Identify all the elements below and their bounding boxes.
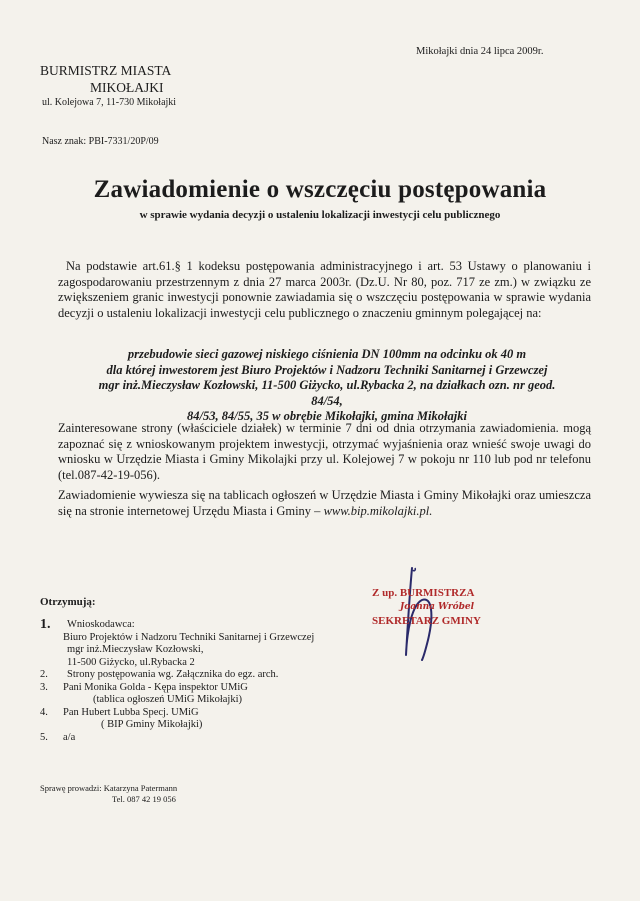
- issuer-line1: BURMISTRZ MIASTA: [40, 63, 172, 78]
- list-item: [40, 707, 380, 732]
- item-line: Pan Hubert Lubba Specj. UMiG: [63, 706, 199, 718]
- list-item: [40, 669, 380, 682]
- investment-line: dla której inwestorem jest Biuro Projektów i Nadzoru Techniki Sanitarnej i Grzewczej: [106, 362, 548, 377]
- issuer-name: [40, 62, 171, 96]
- document-subtitle: w sprawie wydania decyzji o ustaleniu lokalizacji inwestycji celu publicznego: [139, 209, 501, 221]
- prepared-by-name: Sprawę prowadzi: Katarzyna Patermann: [40, 783, 178, 793]
- investment-line: przebudowie sieci gazowej niskiego ciśnienia DN 100mm na odcinku ok 40 m: [127, 347, 527, 361]
- list-item: [40, 682, 380, 707]
- item-line: (tablica ogłoszeń UMiG Mikołajki): [93, 694, 243, 705]
- stamp-line3: SEKRETARZ GMINY: [372, 615, 481, 627]
- paragraph-interested-parties: Zainteresowane strony (właściciele działek) w terminie 7 dni od dnia otrzymania zawiadomienia. mogą zapoznać się z wnioskowanym projektem inwestycji, otrzymać wyjaśnienia oraz wnieść swoje uwagi do wniosku w Urzędzie Miasta i Gminy Mikolajki przy ul. Kolejowej 7 w pokoju nr 110 lub pod nr telefonu (tel.087-42-19-056).: [58, 421, 591, 482]
- investment-line: 84/53, 84/55, 35 w obrębie Mikołajki, gmina Mikołajki: [187, 409, 467, 423]
- item-line: ( BIP Gminy Mikołajki): [101, 719, 203, 730]
- bip-link[interactable]: www.bip.mikolajki.pl.: [323, 503, 433, 518]
- item-line: 11-500 Giżycko, ul.Rybacka 2: [67, 656, 195, 668]
- issuer-line2: MIKOŁAJKI: [90, 80, 164, 95]
- place-and-date: Mikołajki dnia 24 lipca 2009r.: [416, 46, 544, 57]
- item-line: Strony postępowania wg. Załącznika do egz. arch.: [67, 669, 279, 680]
- item-number: 1.: [40, 617, 51, 632]
- issuer-address: ul. Kolejowa 7, 11-730 Mikołajki: [42, 97, 177, 108]
- item-line: Pani Monika Golda - Kępa inspektor UMiG: [63, 681, 248, 693]
- reference-number: Nasz znak: PBI-7331/20P/09: [42, 136, 159, 147]
- investment-description: [92, 347, 562, 425]
- prepared-by-phone: Tel. 087 42 19 056: [112, 794, 176, 804]
- document-title: Zawiadomienie o wszczęciu postępowania: [93, 176, 547, 203]
- stamp-signer-name: Joanna Wróbel: [400, 602, 475, 612]
- list-item: [40, 732, 380, 745]
- investment-line: mgr inż.Mieczysław Kozłowski, 11-500 Giżycko, ul.Rybacka 2, na działkach ozn. nr geod. 84/54,: [98, 378, 556, 408]
- recipients-heading: Otrzymują:: [40, 596, 96, 608]
- item-number: 3.: [40, 681, 48, 693]
- item-line: Wnioskodawca:: [67, 619, 135, 630]
- stamp-line1: Z up. BURMISTRZA: [372, 587, 475, 599]
- paragraph-legal-basis: Na podstawie art.61.§ 1 kodeksu postępowania administracyjnego i art. 53 Ustawy o planowaniu i zagospodarowaniu przestrzennym z dnia 27 marca 2003r. (Dz.U. Nr 80, poz. 717 ze zm.) w związku ze zwiększeniem granic inwestycji ponownie zawiadamia się o wszczęciu postępowania w sprawie wydania decyzji o ustaleniu lokalizacji inwestycji celu publicznego o znaczeniu gminnym polegającej na:: [58, 259, 591, 320]
- item-number: 4.: [40, 706, 48, 718]
- item-number: 2.: [40, 669, 48, 680]
- item-line: a/a: [63, 731, 76, 743]
- recipients-list: [40, 619, 380, 744]
- publication-text: Zawiadomienie wywiesza się na tablicach ogłoszeń w Urzędzie Miasta i Gminy Mikołajki oraz umieszcza się na stronie internetowej Urzędu Miasta i Gminy –: [58, 488, 591, 518]
- item-number: 5.: [40, 731, 48, 743]
- prepared-by: [40, 783, 177, 805]
- item-line: mgr inż.Mieczysław Kozłowski,: [67, 644, 204, 655]
- item-line: Biuro Projektów i Nadzoru Techniki Sanitarnej i Grzewczej: [63, 631, 315, 643]
- paragraph-publication: [58, 488, 591, 519]
- official-stamp: [372, 586, 481, 628]
- list-item: [40, 619, 380, 669]
